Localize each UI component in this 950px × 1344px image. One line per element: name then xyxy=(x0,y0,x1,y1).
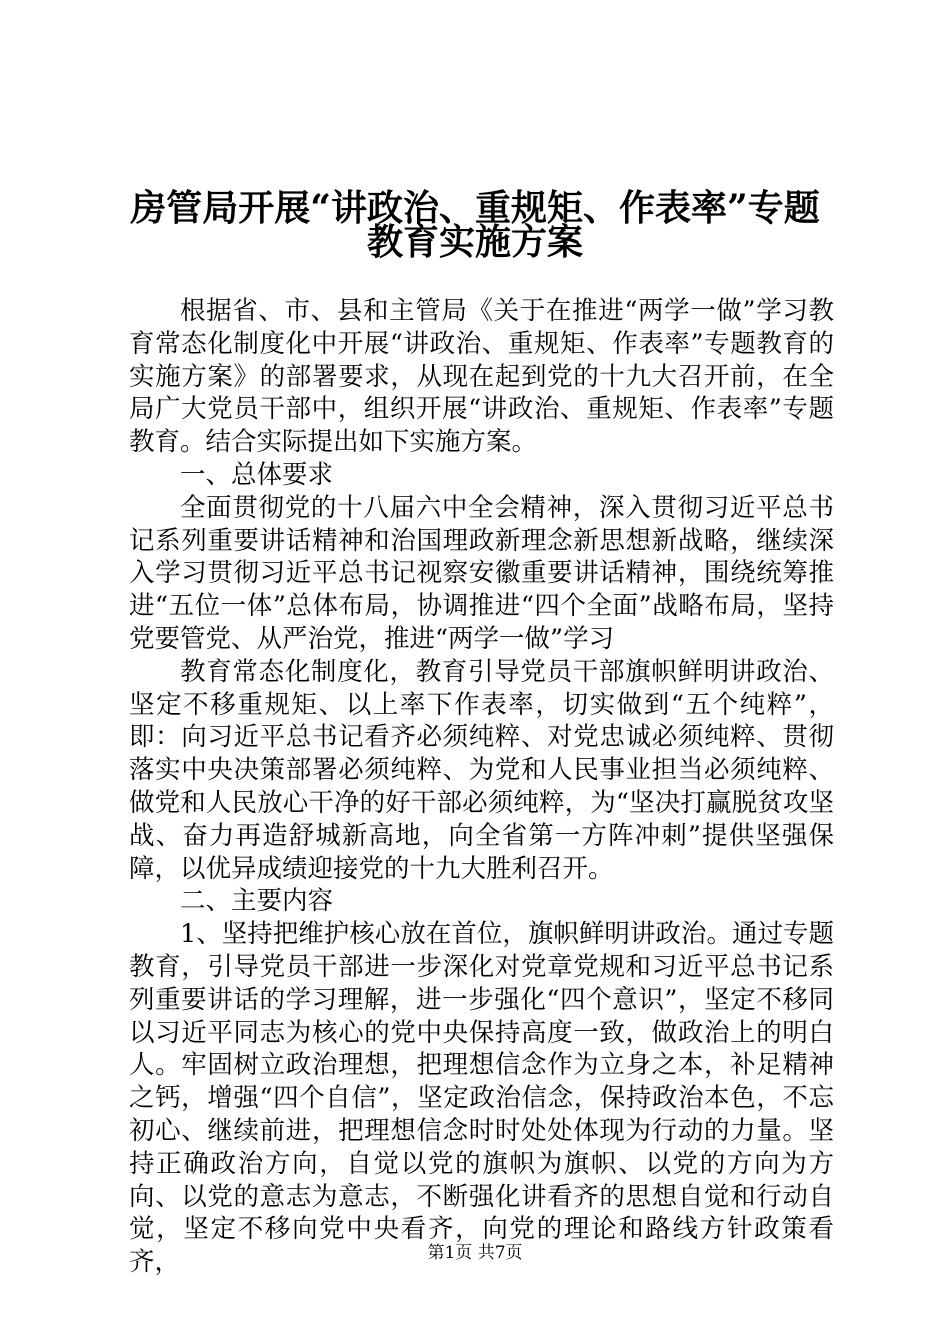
paragraph-education: 教育常态化制度化，教育引导党员干部旗帜鲜明讲政治、坚定不移重规矩、以上率下作表率，切实做到“五个纯粹”，即：向习近平总书记看齐必须纯粹、对党忠诚必须纯粹、贯彻落实中央决策部署必须纯粹、为党和人民事业担当必须纯粹、做党和人民放心干净的好干部必须纯粹，为“坚决打赢脱贫攻坚战、奋力再造舒城新高地，向全省第一方阵冲刺”提供坚强保障，以优异成绩迎接党的十九大胜利召开。 xyxy=(129,656,834,884)
paragraph-intro: 根据省、市、县和主管局《关于在推进“两学一做”学习教育常态化制度化中开展“讲政治、重规矩、作表率”专题教育的实施方案》的部署要求，从现在起到党的十九大召开前，在全局广大党员干部中，组织开展“讲政治、重规矩、作表率”专题教育。结合实际提出如下实施方案。 xyxy=(129,296,834,458)
document-title-line-1: 房管局开展“讲政治、重规矩、作表率”专题 xyxy=(130,187,820,229)
section-heading-general-requirements: 一、总体要求 xyxy=(180,459,334,490)
page-footer: 第1页 共7页 xyxy=(427,1243,523,1263)
paragraph-general-requirements: 全面贯彻党的十八届六中全会精神，深入贯彻习近平总书记系列重要讲话精神和治国理政新理念新思想新战略，继续深入学习贯彻习近平总书记视察安徽重要讲话精神，围绕统筹推进“五位一体”总体布局，协调推进“四个全面”战略布局，坚持党要管党、从严治党，推进“两学一做”学习 xyxy=(129,492,834,654)
document-title-line-2: 教育实施方案 xyxy=(366,221,583,263)
section-heading-main-content: 二、主要内容 xyxy=(180,886,334,917)
document-body xyxy=(129,295,834,1279)
paragraph-main-content-1: 1、坚持把维护核心放在首位，旗帜鲜明讲政治。通过专题教育，引导党员干部进一步深化对党章党规和习近平总书记系列重要讲话的学习理解，进一步强化“四个意识”，坚定不移同以习近平同志为核心的党中央保持高度一致，做政治上的明白人。牢固树立政治理想，把理想信念作为立身之本，补足精神之钙，增强“四个自信”，坚定政治信念，保持政治本色，不忘初心、继续前进，把理想信念时时处处体现为行动的力量。坚持正确政治方向，自觉以党的旗帜为旗帜、以党的方向为方向、以党的意志为意志，不断强化讲看齐的思想自觉和行动自觉，坚定不移向党中央看齐，向党的理论和路线方针政策看齐， xyxy=(129,919,834,1278)
